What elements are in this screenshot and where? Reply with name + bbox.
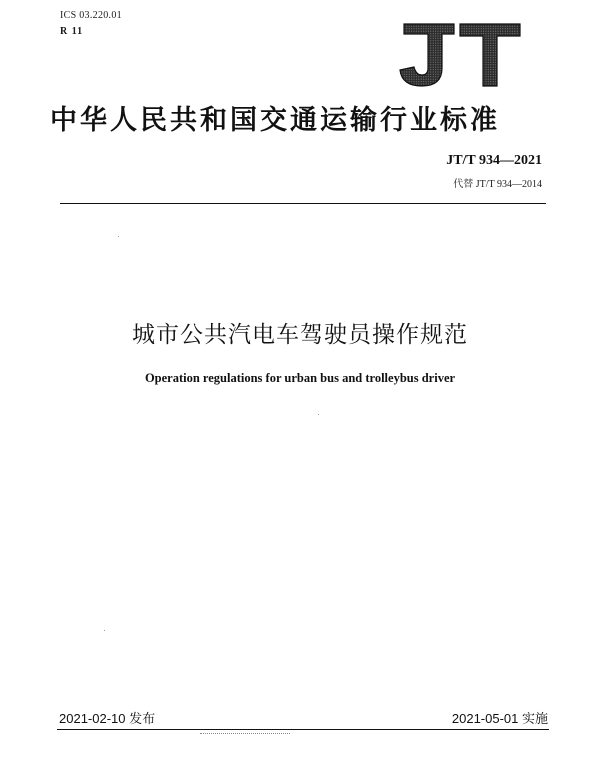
issuing-authority: 中华人民共和国交通运输行业标准 [50, 105, 500, 136]
footer-dotted-mark [200, 733, 290, 734]
logo-text: JT [396, 18, 397, 19]
replaces-standard: 代替 JT/T 934—2014 [453, 179, 542, 190]
ics-code: ICS 03.220.01 [60, 10, 122, 21]
jt-logo [396, 18, 522, 90]
ccs-code: R 11 [60, 26, 84, 37]
header-divider [60, 203, 546, 204]
issue-date: 2021-02-10 发布 [59, 711, 156, 726]
implementation-date: 2021-05-01 实施 [451, 711, 548, 726]
document-title-english: Operation regulations for urban bus and trolleybus driver [144, 371, 456, 385]
scan-speck [318, 414, 319, 415]
scan-speck [118, 236, 119, 237]
footer-divider [57, 729, 549, 730]
standard-number: JT/T 934—2021 [446, 153, 542, 168]
document-title-chinese: 城市公共汽电车驾驶员操作规范 [132, 322, 468, 348]
scan-speck [104, 630, 105, 631]
